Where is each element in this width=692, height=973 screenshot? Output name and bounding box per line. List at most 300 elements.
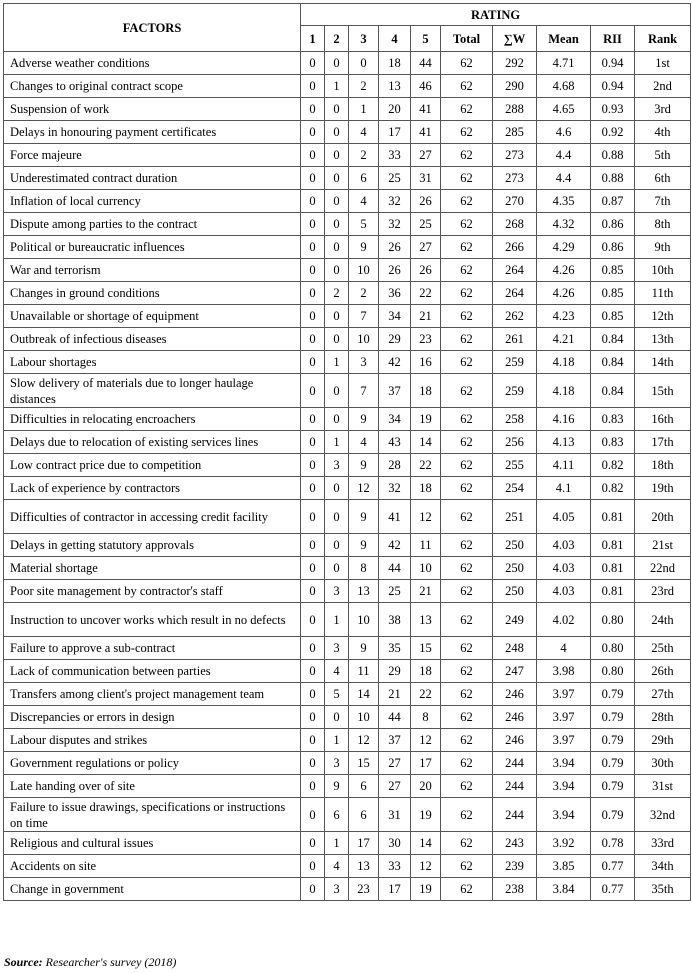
cell-rank: 32nd	[635, 798, 691, 832]
cell-mean: 4.4	[537, 167, 591, 190]
cell-sumw: 244	[493, 752, 537, 775]
cell-rii: 0.94	[591, 75, 635, 98]
cell-sumw: 244	[493, 775, 537, 798]
cell-r2: 0	[325, 534, 349, 557]
header-r2: 2	[325, 26, 349, 52]
table-row	[4, 557, 691, 580]
cell-r5: 27	[411, 236, 441, 259]
cell-rii: 0.94	[591, 52, 635, 75]
cell-factor: Religious and cultural issues	[4, 832, 301, 855]
cell-r4: 28	[379, 454, 411, 477]
cell-rank: 25th	[635, 637, 691, 660]
table-row	[4, 878, 691, 901]
cell-total: 62	[441, 798, 493, 832]
cell-mean: 4	[537, 637, 591, 660]
table-row	[4, 752, 691, 775]
cell-factor: Suspension of work	[4, 98, 301, 121]
cell-r4: 17	[379, 121, 411, 144]
cell-rii: 0.77	[591, 878, 635, 901]
cell-mean: 4.4	[537, 144, 591, 167]
header-r5: 5	[411, 26, 441, 52]
cell-r2: 4	[325, 660, 349, 683]
cell-r4: 30	[379, 832, 411, 855]
table-row	[4, 454, 691, 477]
cell-r5: 21	[411, 305, 441, 328]
cell-factor: Discrepancies or errors in design	[4, 706, 301, 729]
cell-r4: 33	[379, 144, 411, 167]
cell-mean: 3.97	[537, 683, 591, 706]
cell-total: 62	[441, 167, 493, 190]
header-r1: 1	[301, 26, 325, 52]
header-sumw: ∑W	[493, 26, 537, 52]
cell-factor: Poor site management by contractor's staff	[4, 580, 301, 603]
cell-rank: 22nd	[635, 557, 691, 580]
cell-mean: 3.94	[537, 775, 591, 798]
cell-r4: 42	[379, 351, 411, 374]
cell-r3: 10	[349, 706, 379, 729]
cell-sumw: 256	[493, 431, 537, 454]
cell-factor: Changes to original contract scope	[4, 75, 301, 98]
table-row	[4, 328, 691, 351]
cell-r5: 26	[411, 190, 441, 213]
source-note	[4, 955, 176, 970]
cell-r5: 14	[411, 431, 441, 454]
cell-total: 62	[441, 52, 493, 75]
cell-r1: 0	[301, 752, 325, 775]
cell-rii: 0.83	[591, 408, 635, 431]
cell-r4: 13	[379, 75, 411, 98]
cell-r3: 3	[349, 351, 379, 374]
cell-mean: 4.29	[537, 236, 591, 259]
cell-r3: 0	[349, 52, 379, 75]
cell-sumw: 255	[493, 454, 537, 477]
cell-rank: 19th	[635, 477, 691, 500]
cell-rii: 0.85	[591, 259, 635, 282]
cell-factor: Delays in getting statutory approvals	[4, 534, 301, 557]
cell-r4: 44	[379, 557, 411, 580]
cell-r5: 17	[411, 752, 441, 775]
cell-total: 62	[441, 637, 493, 660]
cell-factor: Instruction to uncover works which result in no defects	[4, 603, 301, 637]
header-mean: Mean	[537, 26, 591, 52]
cell-total: 62	[441, 236, 493, 259]
cell-r2: 0	[325, 121, 349, 144]
cell-total: 62	[441, 500, 493, 534]
cell-r2: 0	[325, 259, 349, 282]
cell-r2: 0	[325, 213, 349, 236]
cell-r5: 22	[411, 282, 441, 305]
cell-r5: 18	[411, 374, 441, 408]
cell-total: 62	[441, 603, 493, 637]
cell-sumw: 244	[493, 798, 537, 832]
header-rank: Rank	[635, 26, 691, 52]
cell-sumw: 248	[493, 637, 537, 660]
cell-r3: 2	[349, 144, 379, 167]
cell-r1: 0	[301, 454, 325, 477]
cell-r5: 12	[411, 500, 441, 534]
cell-r3: 9	[349, 500, 379, 534]
cell-total: 62	[441, 729, 493, 752]
cell-sumw: 259	[493, 351, 537, 374]
cell-rii: 0.80	[591, 660, 635, 683]
cell-r2: 3	[325, 580, 349, 603]
cell-mean: 4.68	[537, 75, 591, 98]
cell-r5: 25	[411, 213, 441, 236]
cell-factor: War and terrorism	[4, 259, 301, 282]
cell-rii: 0.79	[591, 752, 635, 775]
cell-mean: 4.6	[537, 121, 591, 144]
cell-total: 62	[441, 190, 493, 213]
cell-r2: 0	[325, 328, 349, 351]
cell-r5: 19	[411, 408, 441, 431]
cell-r3: 2	[349, 75, 379, 98]
cell-r1: 0	[301, 121, 325, 144]
cell-r1: 0	[301, 431, 325, 454]
cell-r5: 16	[411, 351, 441, 374]
cell-r2: 1	[325, 729, 349, 752]
cell-total: 62	[441, 328, 493, 351]
cell-total: 62	[441, 534, 493, 557]
cell-rank: 2nd	[635, 75, 691, 98]
cell-total: 62	[441, 282, 493, 305]
cell-mean: 3.98	[537, 660, 591, 683]
cell-mean: 4.05	[537, 500, 591, 534]
cell-rii: 0.79	[591, 775, 635, 798]
cell-r2: 0	[325, 144, 349, 167]
header-r4: 4	[379, 26, 411, 52]
cell-mean: 4.03	[537, 534, 591, 557]
cell-factor: Force majeure	[4, 144, 301, 167]
cell-total: 62	[441, 477, 493, 500]
cell-r3: 13	[349, 855, 379, 878]
cell-r3: 15	[349, 752, 379, 775]
cell-r2: 2	[325, 282, 349, 305]
cell-r1: 0	[301, 236, 325, 259]
cell-rank: 5th	[635, 144, 691, 167]
cell-r2: 1	[325, 351, 349, 374]
cell-r1: 0	[301, 798, 325, 832]
cell-rii: 0.93	[591, 98, 635, 121]
cell-sumw: 239	[493, 855, 537, 878]
cell-r1: 0	[301, 729, 325, 752]
cell-r4: 34	[379, 305, 411, 328]
cell-mean: 3.94	[537, 752, 591, 775]
header-factors: FACTORS	[4, 4, 301, 52]
cell-rii: 0.79	[591, 729, 635, 752]
cell-rank: 27th	[635, 683, 691, 706]
cell-rii: 0.81	[591, 500, 635, 534]
cell-factor: Slow delivery of materials due to longer haulage distances	[4, 374, 301, 408]
cell-mean: 3.85	[537, 855, 591, 878]
cell-r1: 0	[301, 282, 325, 305]
table-row	[4, 855, 691, 878]
source-text: Researcher's survey (2018)	[45, 955, 177, 969]
cell-r4: 38	[379, 603, 411, 637]
cell-mean: 4.03	[537, 557, 591, 580]
cell-r5: 21	[411, 580, 441, 603]
cell-mean: 4.18	[537, 374, 591, 408]
cell-r3: 12	[349, 477, 379, 500]
cell-rii: 0.81	[591, 557, 635, 580]
cell-r1: 0	[301, 351, 325, 374]
table-row	[4, 431, 691, 454]
cell-rii: 0.79	[591, 706, 635, 729]
header-rating: RATING	[301, 4, 691, 26]
cell-r3: 23	[349, 878, 379, 901]
cell-r3: 6	[349, 775, 379, 798]
cell-r1: 0	[301, 832, 325, 855]
table-row	[4, 144, 691, 167]
cell-mean: 4.1	[537, 477, 591, 500]
cell-total: 62	[441, 557, 493, 580]
cell-total: 62	[441, 855, 493, 878]
cell-rii: 0.85	[591, 282, 635, 305]
cell-r5: 31	[411, 167, 441, 190]
cell-rii: 0.92	[591, 121, 635, 144]
cell-r5: 41	[411, 98, 441, 121]
cell-rank: 29th	[635, 729, 691, 752]
cell-r3: 7	[349, 374, 379, 408]
cell-r4: 43	[379, 431, 411, 454]
cell-rank: 23rd	[635, 580, 691, 603]
cell-sumw: 268	[493, 213, 537, 236]
cell-r4: 27	[379, 752, 411, 775]
cell-sumw: 266	[493, 236, 537, 259]
cell-mean: 4.23	[537, 305, 591, 328]
cell-mean: 3.97	[537, 729, 591, 752]
cell-sumw: 247	[493, 660, 537, 683]
cell-r5: 18	[411, 660, 441, 683]
cell-r1: 0	[301, 144, 325, 167]
cell-factor: Accidents on site	[4, 855, 301, 878]
cell-r5: 12	[411, 855, 441, 878]
cell-factor: Delays in honouring payment certificates	[4, 121, 301, 144]
cell-mean: 3.92	[537, 832, 591, 855]
cell-sumw: 246	[493, 729, 537, 752]
cell-rank: 35th	[635, 878, 691, 901]
cell-r2: 0	[325, 477, 349, 500]
cell-r1: 0	[301, 328, 325, 351]
cell-r4: 33	[379, 855, 411, 878]
cell-mean: 4.16	[537, 408, 591, 431]
cell-r2: 0	[325, 190, 349, 213]
cell-mean: 4.65	[537, 98, 591, 121]
cell-mean: 4.21	[537, 328, 591, 351]
table-row	[4, 832, 691, 855]
cell-factor: Lack of experience by contractors	[4, 477, 301, 500]
cell-r4: 44	[379, 706, 411, 729]
cell-r3: 4	[349, 190, 379, 213]
cell-r3: 4	[349, 431, 379, 454]
cell-factor: Difficulties of contractor in accessing credit facility	[4, 500, 301, 534]
cell-r2: 3	[325, 752, 349, 775]
cell-r3: 11	[349, 660, 379, 683]
cell-mean: 4.35	[537, 190, 591, 213]
cell-r1: 0	[301, 534, 325, 557]
cell-r3: 4	[349, 121, 379, 144]
cell-r3: 10	[349, 603, 379, 637]
cell-r2: 0	[325, 557, 349, 580]
cell-sumw: 258	[493, 408, 537, 431]
table-row	[4, 213, 691, 236]
cell-r5: 46	[411, 75, 441, 98]
table-row	[4, 534, 691, 557]
cell-r2: 1	[325, 832, 349, 855]
cell-rii: 0.85	[591, 305, 635, 328]
cell-total: 62	[441, 98, 493, 121]
cell-rii: 0.86	[591, 236, 635, 259]
cell-sumw: 250	[493, 534, 537, 557]
cell-factor: Transfers among client's project management team	[4, 683, 301, 706]
table-row	[4, 637, 691, 660]
cell-factor: Labour disputes and strikes	[4, 729, 301, 752]
cell-rank: 13th	[635, 328, 691, 351]
cell-rii: 0.82	[591, 454, 635, 477]
cell-r1: 0	[301, 374, 325, 408]
cell-rii: 0.84	[591, 351, 635, 374]
cell-r3: 14	[349, 683, 379, 706]
cell-mean: 4.18	[537, 351, 591, 374]
cell-r2: 0	[325, 52, 349, 75]
cell-rii: 0.88	[591, 144, 635, 167]
cell-sumw: 250	[493, 557, 537, 580]
cell-rank: 17th	[635, 431, 691, 454]
cell-r3: 9	[349, 637, 379, 660]
cell-r2: 0	[325, 500, 349, 534]
header-total: Total	[441, 26, 493, 52]
cell-rii: 0.84	[591, 374, 635, 408]
cell-r2: 3	[325, 878, 349, 901]
cell-r1: 0	[301, 213, 325, 236]
cell-sumw: 243	[493, 832, 537, 855]
cell-r4: 20	[379, 98, 411, 121]
cell-rank: 21st	[635, 534, 691, 557]
cell-r3: 9	[349, 534, 379, 557]
cell-r1: 0	[301, 637, 325, 660]
header-r3: 3	[349, 26, 379, 52]
cell-sumw: 273	[493, 167, 537, 190]
cell-sumw: 262	[493, 305, 537, 328]
cell-mean: 4.32	[537, 213, 591, 236]
cell-r1: 0	[301, 167, 325, 190]
cell-total: 62	[441, 144, 493, 167]
cell-r4: 37	[379, 374, 411, 408]
cell-rank: 9th	[635, 236, 691, 259]
cell-mean: 3.84	[537, 878, 591, 901]
cell-r2: 0	[325, 305, 349, 328]
cell-r1: 0	[301, 855, 325, 878]
cell-r5: 41	[411, 121, 441, 144]
cell-sumw: 288	[493, 98, 537, 121]
cell-r5: 22	[411, 683, 441, 706]
cell-sumw: 249	[493, 603, 537, 637]
cell-r4: 36	[379, 282, 411, 305]
cell-r2: 3	[325, 637, 349, 660]
cell-total: 62	[441, 752, 493, 775]
cell-factor: Change in government	[4, 878, 301, 901]
table-row	[4, 52, 691, 75]
table-row	[4, 775, 691, 798]
cell-rank: 31st	[635, 775, 691, 798]
cell-r1: 0	[301, 878, 325, 901]
cell-rank: 12th	[635, 305, 691, 328]
cell-r5: 11	[411, 534, 441, 557]
cell-r2: 1	[325, 603, 349, 637]
table-row	[4, 729, 691, 752]
cell-rank: 30th	[635, 752, 691, 775]
cell-r4: 32	[379, 190, 411, 213]
cell-total: 62	[441, 374, 493, 408]
cell-factor: Delays due to relocation of existing services lines	[4, 431, 301, 454]
cell-mean: 4.11	[537, 454, 591, 477]
cell-r1: 0	[301, 706, 325, 729]
cell-rii: 0.81	[591, 580, 635, 603]
cell-rank: 16th	[635, 408, 691, 431]
cell-total: 62	[441, 75, 493, 98]
cell-total: 62	[441, 431, 493, 454]
cell-r4: 32	[379, 213, 411, 236]
cell-r3: 9	[349, 454, 379, 477]
cell-mean: 3.94	[537, 798, 591, 832]
table-row	[4, 408, 691, 431]
cell-r5: 15	[411, 637, 441, 660]
cell-rii: 0.78	[591, 832, 635, 855]
cell-factor: Dispute among parties to the contract	[4, 213, 301, 236]
cell-rii: 0.87	[591, 190, 635, 213]
cell-r3: 10	[349, 328, 379, 351]
cell-rank: 4th	[635, 121, 691, 144]
table-row	[4, 500, 691, 534]
cell-r5: 12	[411, 729, 441, 752]
cell-rank: 24th	[635, 603, 691, 637]
cell-r1: 0	[301, 603, 325, 637]
cell-factor: Lack of communication between parties	[4, 660, 301, 683]
cell-r2: 0	[325, 408, 349, 431]
table-row	[4, 660, 691, 683]
table-row	[4, 167, 691, 190]
cell-r2: 3	[325, 454, 349, 477]
cell-factor: Inflation of local currency	[4, 190, 301, 213]
cell-sumw: 246	[493, 683, 537, 706]
cell-mean: 4.02	[537, 603, 591, 637]
table-row	[4, 798, 691, 832]
cell-total: 62	[441, 878, 493, 901]
cell-r2: 0	[325, 706, 349, 729]
cell-r3: 7	[349, 305, 379, 328]
cell-mean: 4.13	[537, 431, 591, 454]
cell-rank: 10th	[635, 259, 691, 282]
cell-sumw: 246	[493, 706, 537, 729]
cell-sumw: 264	[493, 282, 537, 305]
source-label: Source:	[4, 955, 43, 969]
cell-factor: Unavailable or shortage of equipment	[4, 305, 301, 328]
cell-r5: 27	[411, 144, 441, 167]
cell-r5: 18	[411, 477, 441, 500]
cell-r3: 9	[349, 236, 379, 259]
cell-rank: 34th	[635, 855, 691, 878]
cell-r3: 13	[349, 580, 379, 603]
cell-mean: 4.03	[537, 580, 591, 603]
table-row	[4, 374, 691, 408]
cell-rank: 18th	[635, 454, 691, 477]
cell-rank: 7th	[635, 190, 691, 213]
cell-r1: 0	[301, 190, 325, 213]
cell-rank: 15th	[635, 374, 691, 408]
cell-total: 62	[441, 683, 493, 706]
cell-r4: 17	[379, 878, 411, 901]
cell-r3: 6	[349, 798, 379, 832]
cell-r4: 32	[379, 477, 411, 500]
